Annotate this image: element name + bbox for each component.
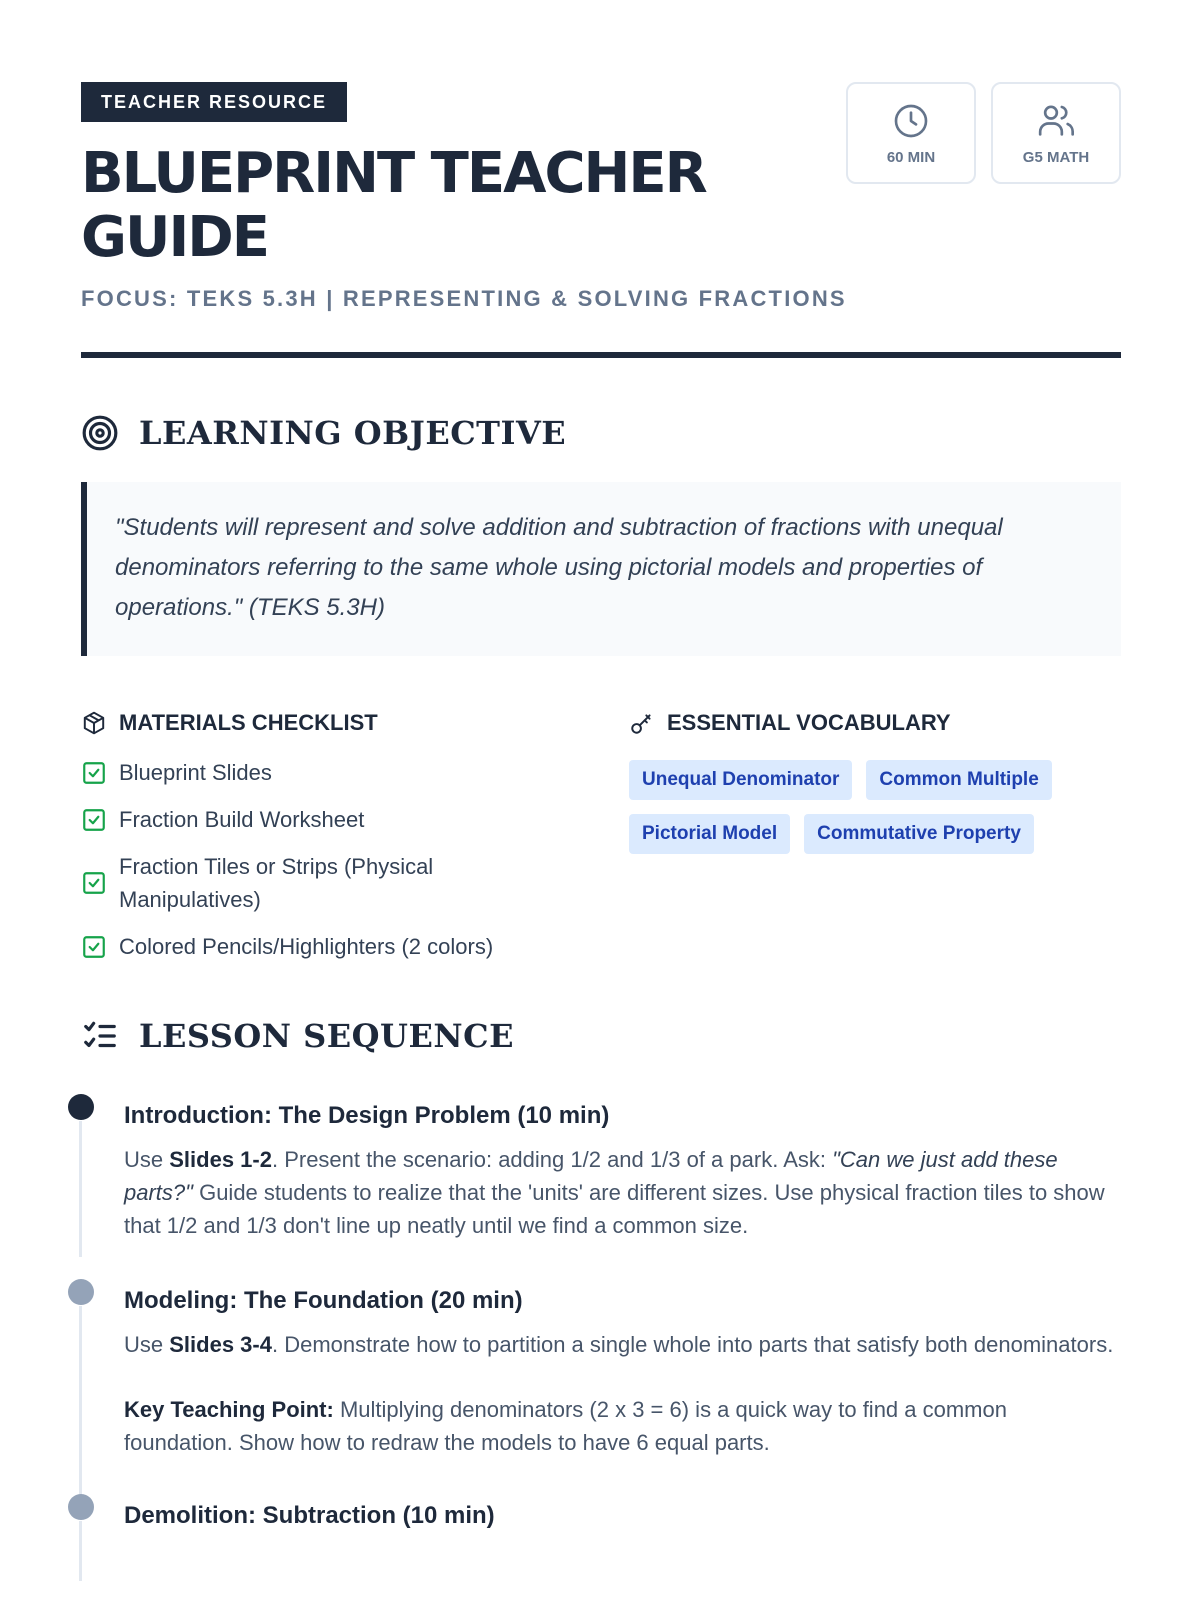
step-title: Demolition: Subtraction (10 min) [124, 1502, 495, 1529]
header-divider [81, 352, 1121, 358]
materials-vocab-row [81, 710, 1121, 977]
step-text: Guide students to realize that the 'units' are different sizes. Use physical fraction tiles to show that 1/2 and 1/3 don't line up neatly until we find a common size. [124, 1180, 1105, 1238]
key-teaching-point-label: Key Teaching Point: [124, 1397, 334, 1422]
material-label: Fraction Build Worksheet [119, 807, 365, 832]
vocab-chip: Common Multiple [866, 760, 1051, 800]
step-title: Modeling: The Foundation (20 min) [124, 1287, 523, 1314]
lesson-step [81, 1101, 1121, 1286]
learning-objective-heading: LEARNING OBJECTIVE [139, 414, 567, 452]
box-icon [81, 710, 107, 736]
materials-heading: MATERIALS CHECKLIST [119, 710, 378, 735]
objective-quote: "Students will represent and solve addition and subtraction of fractions with unequal denominators referring to the same whole using pictorial models and properties of operations." (TEKS 5.3H) [81, 482, 1121, 656]
teacher-resource-badge: TEACHER RESOURCE [81, 82, 347, 122]
stat-cards [846, 82, 1121, 184]
slide-reference: Slides 1-2 [169, 1147, 272, 1172]
vocab-chip: Pictorial Model [629, 814, 790, 854]
vocab-chip: Unequal Denominator [629, 760, 852, 800]
check-square-icon [81, 807, 107, 833]
slide-reference: Slides 3-4 [169, 1332, 272, 1357]
header [81, 82, 1121, 352]
timeline-line [79, 1521, 82, 1581]
lesson-timeline [81, 1101, 1121, 1531]
list-item [81, 756, 629, 789]
key-icon [629, 710, 655, 736]
material-label: Blueprint Slides [119, 760, 272, 785]
material-label: Fraction Tiles or Strips (Physical Manipulatives) [119, 854, 434, 912]
lesson-step [81, 1501, 1121, 1531]
step-text: Use [124, 1147, 170, 1172]
vocabulary-heading: ESSENTIAL VOCABULARY [667, 710, 951, 735]
timeline-dot [68, 1494, 94, 1520]
step-text: Use [124, 1332, 170, 1357]
timeline-dot [68, 1094, 94, 1120]
grade-card [991, 82, 1121, 184]
list-item [81, 930, 629, 963]
check-square-icon [81, 934, 107, 960]
focus-subtitle: FOCUS: TEKS 5.3H | REPRESENTING & SOLVING FRACTIONS [81, 286, 847, 311]
timeline-dot [68, 1279, 94, 1305]
vocab-chip: Commutative Property [804, 814, 1034, 854]
checklist-icon [81, 1017, 119, 1055]
step-text: Multiplying denominators (2 x 3 = 6) is a quick way to find a common foundation. Show how to redraw the models to have 6 equal parts. [124, 1397, 1007, 1455]
check-square-icon [81, 870, 107, 896]
page-title: BLUEPRINT TEACHER GUIDE [81, 141, 706, 270]
step-text: . Demonstrate how to partition a single whole into parts that satisfy both denominators. [271, 1332, 1114, 1357]
step-description [124, 1328, 1121, 1459]
list-item [81, 850, 629, 916]
target-icon [81, 414, 119, 452]
essential-vocabulary [629, 710, 1121, 977]
step-description [124, 1143, 1121, 1242]
grade-label: G5 MATH [1022, 148, 1090, 166]
timeline-line [79, 1306, 82, 1496]
materials-checklist [81, 710, 629, 977]
duration-label: 60 MIN [886, 148, 936, 166]
users-icon [1036, 101, 1076, 141]
guiding-question: "Can we just add these parts?" [124, 1147, 1058, 1205]
duration-card [846, 82, 976, 184]
teacher-guide-page [81, 82, 1121, 1531]
lesson-step [81, 1286, 1121, 1501]
clock-icon [891, 101, 931, 141]
material-label: Colored Pencils/Highlighters (2 colors) [119, 934, 494, 959]
step-title: Introduction: The Design Problem (10 min) [124, 1102, 610, 1129]
step-text: . Present the scenario: adding 1/2 and 1/3 of a park. Ask: [271, 1147, 833, 1172]
list-item [81, 803, 629, 836]
lesson-sequence-heading: LESSON SEQUENCE [139, 1017, 514, 1055]
learning-objective-section [81, 414, 1121, 656]
timeline-line [79, 1121, 82, 1257]
check-square-icon [81, 760, 107, 786]
lesson-sequence-section [81, 1017, 1121, 1531]
